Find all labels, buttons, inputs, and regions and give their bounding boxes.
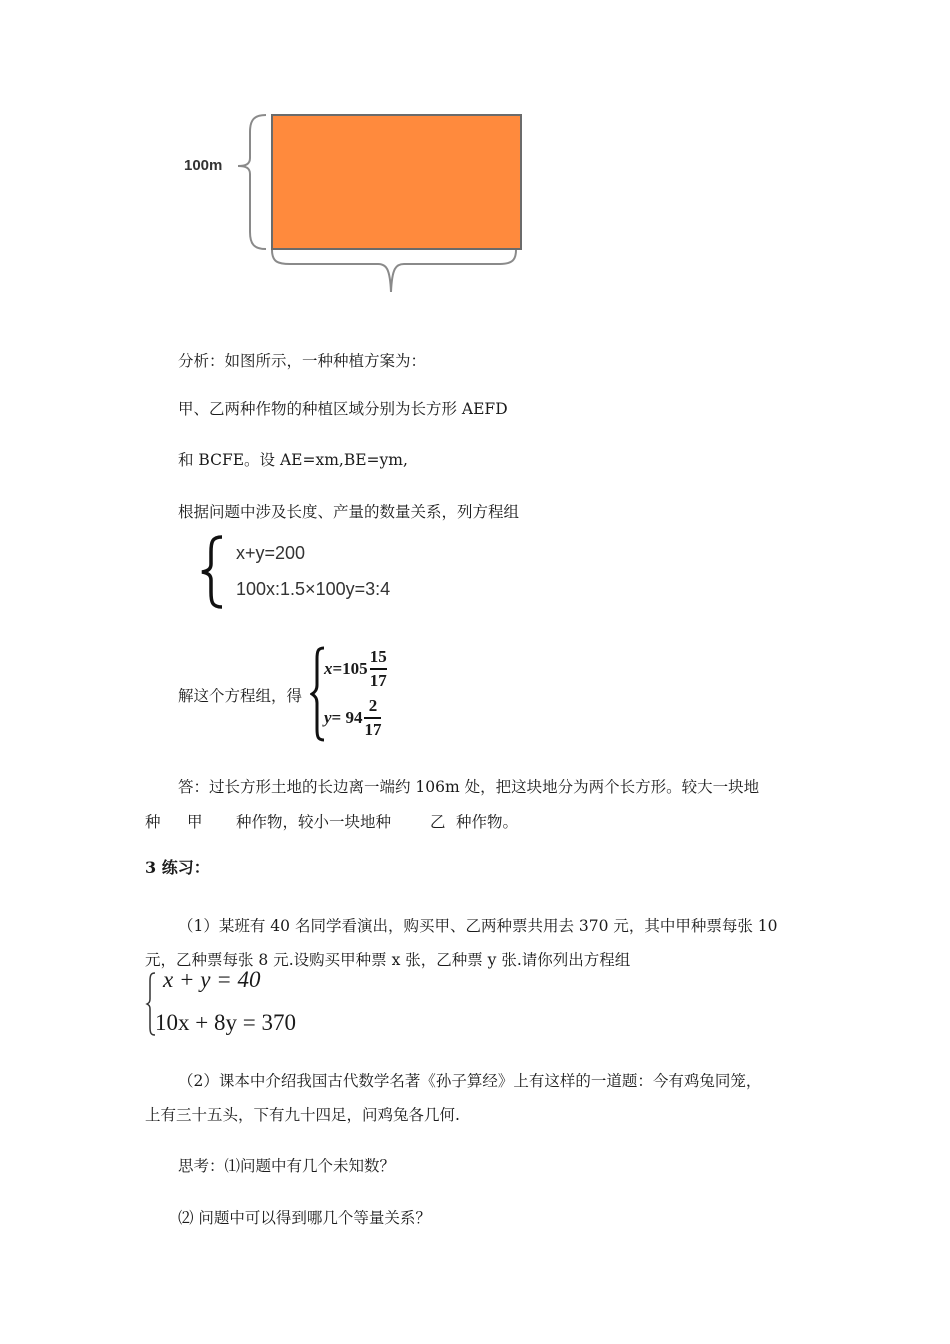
- solution-y-row: [324, 695, 381, 741]
- exercise-eq-1: x + y = 40: [163, 967, 261, 992]
- think-line-2: ⑵ 问题中可以得到哪几个等量关系？: [178, 1209, 431, 1227]
- exercise-eq-2: 10x + 8y = 370: [155, 1010, 296, 1035]
- think-line-1: 思考：⑴问题中有几个未知数？: [178, 1157, 396, 1175]
- left-brace: [238, 115, 266, 249]
- exercise-equation-system: [145, 965, 335, 1041]
- height-label: 100m: [184, 157, 223, 174]
- answer-word-1: 种: [145, 813, 161, 831]
- analysis-line-1: 分析：如图所示，一种种植方案为：: [178, 352, 427, 370]
- solution-x-denominator: 17: [369, 671, 387, 690]
- solution-x-fraction: [370, 646, 387, 692]
- system-brace: [198, 534, 228, 610]
- exercise-title: 3 练习：: [145, 858, 210, 877]
- field-diagram: [170, 100, 540, 300]
- system1-eq-1: x+y=200: [236, 543, 306, 563]
- bottom-brace: [272, 250, 516, 292]
- solution-y-eq: = 94: [331, 708, 363, 727]
- exercise-q1-line-1: （1）某班有 40 名同学看演出，购买甲、乙两种票共用去 370 元，其中甲种票每张 10: [178, 917, 778, 935]
- solution-x-numerator: 15: [370, 646, 387, 670]
- solution-x-var: x: [324, 659, 333, 678]
- field-rectangle: [272, 115, 521, 249]
- solution-x-eq: =105: [332, 659, 368, 678]
- exercise-q2-line-2: 上有三十五头，下有九十四足，问鸡兔各几何.: [145, 1106, 460, 1124]
- solution-system: [310, 645, 430, 743]
- equation-system-1: [198, 534, 438, 610]
- solution-y-numerator: 2: [364, 695, 381, 719]
- solution-y-fraction: [364, 695, 381, 741]
- solution-y-denominator: 17: [364, 720, 382, 739]
- solution-prefix: 解这个方程组，得: [178, 687, 303, 705]
- analysis-line-2: 甲、乙两种作物的种植区域分别为长方形 AEFD: [178, 400, 508, 418]
- solution-x-row: [324, 646, 387, 692]
- analysis-line-4: 根据问题中涉及长度、产量的数量关系，列方程组: [178, 503, 520, 521]
- exercise-q1-line-2: 元，乙种票每张 8 元.设购买甲种票 x 张，乙种票 y 张.请你列出方程组: [145, 951, 631, 969]
- answer-line-1: 答：过长方形土地的长边离一端约 106m 处，把这块地分为两个长方形。较大一块地: [178, 778, 760, 796]
- exercise-q2-line-1: （2）课本中介绍我国古代数学名著《孙子算经》上有这样的一道题：今有鸡兔同笼，: [178, 1072, 762, 1090]
- answer-word-2: 甲: [187, 813, 203, 831]
- answer-word-4: 乙: [430, 813, 446, 831]
- answer-word-5: 种作物。: [456, 813, 519, 831]
- system1-eq-2: 100x:1.5×100y=3:4: [236, 579, 391, 599]
- answer-word-3: 种作物，较小一块地种: [236, 813, 392, 831]
- analysis-line-3: 和 BCFE。设 AE=xm,BE=ym,: [178, 451, 408, 469]
- solution-y-var: y: [324, 708, 332, 727]
